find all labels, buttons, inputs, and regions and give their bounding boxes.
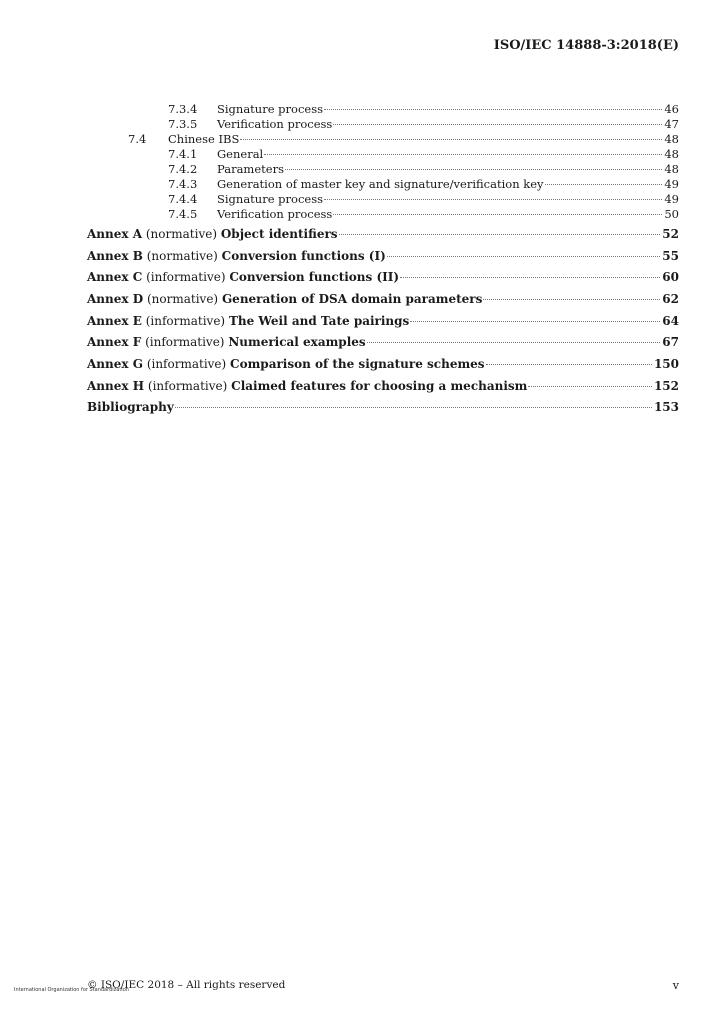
copyright-notice: © ISO/IEC 2018 – All rights reserved (87, 979, 286, 991)
leader-dots (333, 214, 662, 215)
document-id-header: ISO/IEC 14888-3:2018(E) (493, 38, 679, 53)
toc-entry-page: 49 (664, 177, 679, 191)
toc-entry-number: 7.4.1 (168, 147, 198, 161)
toc-entry-title: Chinese IBS (168, 132, 240, 146)
toc-entry[interactable] (168, 117, 679, 131)
annex-page: 150 (653, 357, 679, 371)
annex-title: Conversion functions (I) (221, 249, 386, 263)
annex-type: (informative) (146, 270, 226, 284)
toc-entry-page: 47 (664, 117, 679, 131)
bibliography-title: Bibliography (87, 400, 174, 414)
leader-dots (367, 342, 661, 343)
leader-dots (175, 407, 652, 408)
annex-page: 64 (662, 314, 679, 328)
toc-entry-title: Verification process (217, 117, 333, 131)
annex-label: Annex H (87, 379, 145, 393)
annex-page: 52 (662, 227, 679, 241)
toc-entry-number: 7.4.3 (168, 177, 198, 191)
toc-entry[interactable] (168, 192, 679, 206)
leader-dots (240, 139, 662, 140)
toc-annex-a[interactable] (87, 227, 679, 241)
annex-type: (informative) (147, 379, 228, 393)
annex-label: Annex G (87, 357, 143, 371)
toc-annex-h[interactable] (87, 379, 679, 393)
toc-entry-number: 7.4.5 (168, 207, 198, 221)
annex-type: (informative) (145, 335, 225, 349)
toc-annex-b[interactable] (87, 249, 679, 263)
toc-entry-page: 48 (664, 132, 679, 146)
annex-page: 62 (662, 292, 679, 306)
annex-label: Annex D (87, 292, 144, 306)
toc-entry-title: Verification process (217, 207, 333, 221)
toc-entry-number: 7.3.4 (168, 102, 198, 116)
toc-entry[interactable] (168, 162, 679, 176)
leader-dots (264, 154, 662, 155)
toc-entry-title: Generation of master key and signature/verification key (217, 177, 544, 191)
toc-entry-title: Parameters (217, 162, 284, 176)
annex-title: Numerical examples (228, 335, 366, 349)
annex-page: 60 (662, 270, 679, 284)
leader-dots (528, 386, 652, 387)
toc-entry-number: 7.4.4 (168, 192, 198, 206)
leader-dots (285, 169, 662, 170)
toc-entry-number: 7.3.5 (168, 117, 198, 131)
toc-entry-title: General (217, 147, 264, 161)
annex-type: (informative) (145, 314, 226, 328)
annex-title: The Weil and Tate pairings (228, 314, 410, 328)
organization-watermark: International Organization for Standardization (14, 987, 129, 993)
toc-annex-f[interactable] (87, 335, 679, 349)
annex-label: Annex E (87, 314, 142, 328)
annex-label: Annex A (87, 227, 143, 241)
leader-dots (410, 321, 660, 322)
toc-entry-number: 7.4 (128, 132, 147, 146)
annex-title: Claimed features for choosing a mechanism (231, 379, 528, 393)
toc-entry[interactable] (168, 207, 679, 221)
leader-dots (486, 364, 652, 365)
toc-entry-title: Signature process (217, 102, 323, 116)
annex-type: (informative) (146, 357, 227, 371)
page-number: v (672, 979, 679, 992)
annex-title: Conversion functions (II) (229, 270, 400, 284)
toc-annex-c[interactable] (87, 270, 679, 284)
toc-entry[interactable] (168, 102, 679, 116)
annex-page: 67 (662, 335, 679, 349)
toc-annex-d[interactable] (87, 292, 679, 306)
toc-entry-page: 50 (664, 207, 679, 221)
toc-entry[interactable] (128, 132, 679, 146)
toc-annex-e[interactable] (87, 314, 679, 328)
annex-label: Annex F (87, 335, 142, 349)
toc-entry[interactable] (168, 147, 679, 161)
leader-dots (333, 124, 662, 125)
annex-type: (normative) (145, 227, 218, 241)
leader-dots (339, 234, 661, 235)
annex-page: 55 (662, 249, 679, 263)
leader-dots (545, 184, 663, 185)
toc-entry[interactable] (168, 177, 679, 191)
annex-type: (normative) (146, 249, 218, 263)
leader-dots (483, 299, 660, 300)
toc-entry-page: 49 (664, 192, 679, 206)
toc-entry-page: 48 (664, 147, 679, 161)
toc-entry-title: Signature process (217, 192, 323, 206)
toc-entry-number: 7.4.2 (168, 162, 198, 176)
annex-title: Generation of DSA domain parameters (221, 292, 483, 306)
leader-dots (400, 277, 660, 278)
leader-dots (324, 199, 662, 200)
toc-bibliography[interactable] (87, 400, 679, 414)
annex-type: (normative) (146, 292, 219, 306)
leader-dots (387, 256, 661, 257)
toc-entry-page: 48 (664, 162, 679, 176)
annex-label: Annex C (87, 270, 143, 284)
leader-dots (324, 109, 662, 110)
bibliography-page: 153 (653, 400, 679, 414)
annex-title: Object identifiers (220, 227, 338, 241)
toc-annex-g[interactable] (87, 357, 679, 371)
annex-label: Annex B (87, 249, 143, 263)
annex-page: 152 (653, 379, 679, 393)
toc-entry-page: 46 (664, 102, 679, 116)
annex-title: Comparison of the signature schemes (230, 357, 485, 371)
